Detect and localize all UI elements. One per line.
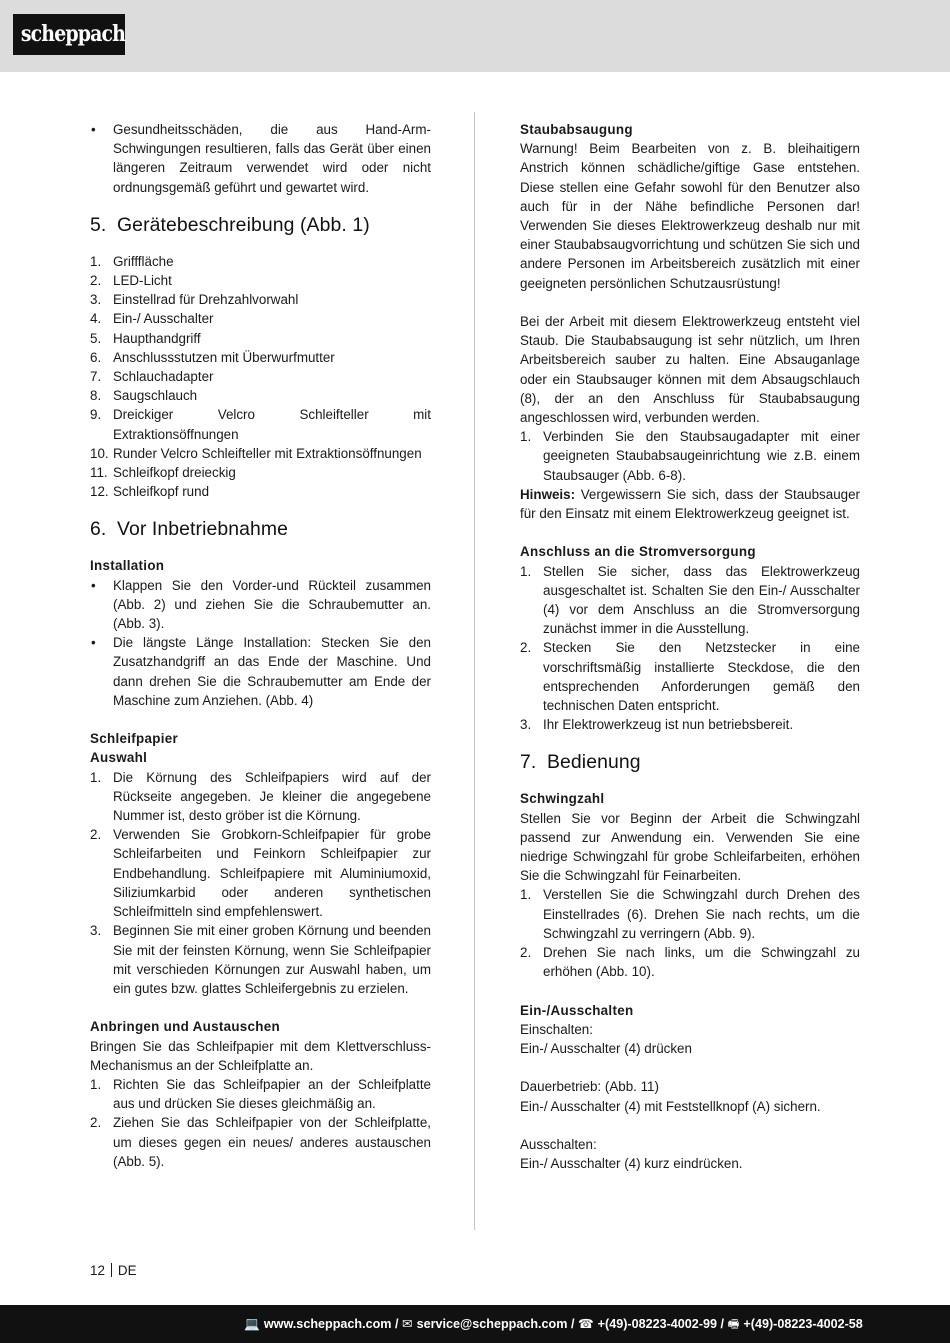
list-text: Einstellrad für Drehzahlvorwahl <box>113 292 299 308</box>
staubabsaugung-list <box>520 427 860 485</box>
list-text: Grifffläche <box>113 253 174 269</box>
list-number: 1. <box>90 253 102 269</box>
auswahl-subheading: Auswahl <box>90 750 148 766</box>
computer-icon: 💻 <box>244 1317 260 1331</box>
column-divider <box>474 112 475 1230</box>
list-item <box>90 1075 431 1113</box>
list-text: Schleifkopf rund <box>113 484 210 500</box>
list-number: 2. <box>520 640 532 656</box>
anbringen-intro: Bringen Sie das Schleifpapier mit dem Klettverschluss-Mechanismus an der Schleifplatte an. <box>90 1038 431 1073</box>
page-header <box>0 0 950 72</box>
list-item <box>90 768 431 826</box>
list-number: 7. <box>90 369 102 385</box>
list-text: Saugschlauch <box>113 388 198 404</box>
schwingzahl-heading: Schwingzahl <box>520 791 605 807</box>
list-item <box>90 271 431 290</box>
left-column <box>90 120 431 1171</box>
list-item <box>90 290 431 309</box>
list-number: 1. <box>520 429 532 445</box>
list-text: Beginnen Sie mit einer groben Körnung und beenden Sie mit der feinsten Körnung, wenn Sie Schleifpapier mit verschieden Körnungen zur Auswahl haben, um ein gutes bzw. glattes Schleifergebnis zu erzielen. <box>113 923 431 996</box>
list-number: 10. <box>90 445 109 461</box>
list-item <box>90 463 431 482</box>
anschluss-heading: Anschluss an die Stromversorgung <box>520 544 756 560</box>
phone-icon: ☎ <box>577 1317 594 1331</box>
hinweis-note: Hinweis: Vergewissern Sie sich, dass der Staubsauger für den Einsatz mit einem Elektrowerkzeug geeignet ist. <box>520 486 860 522</box>
list-item <box>520 562 860 639</box>
list-number: 3. <box>90 923 102 939</box>
einschalten-label: Einschalten: <box>520 1021 593 1037</box>
list-item <box>90 329 431 348</box>
staubabsaugung-warning: Warnung! Beim Bearbeiten von z. B. bleihaitigern Anstrich können schädliche/giftige Gase entstehen. Diese stellen eine Gefahr sowohl für den Benutzer also auch für in der Nähe befindliche Personen dar! Verwenden Sie dieses Elektrowerkzeug deshalb nur mit einer Staubabsaugvorrichtung und schützen Sie sich und andere Personen im Arbeitsbereich zusätzlich mit einer geeigneten persönlichen Schutzausrüstung! <box>520 141 860 291</box>
anbringen-list <box>90 1075 431 1171</box>
list-text: Ziehen Sie das Schleifpapier von der Schleifplatte, um dieses gegen ein neues/ anderes austauschen (Abb. 5). <box>113 1115 431 1169</box>
list-number: 12. <box>90 484 109 500</box>
auswahl-list <box>90 768 431 998</box>
email-link[interactable]: service@scheppach.com / <box>416 1317 575 1331</box>
list-number: 2. <box>90 273 102 289</box>
einaus-heading: Ein-/Ausschalten <box>520 1002 634 1018</box>
list-number: 11. <box>90 465 108 481</box>
section-6-heading: 6. Vor Inbetriebnahme <box>90 518 289 541</box>
list-number: 1. <box>520 887 532 903</box>
list-text: Die Körnung des Schleifpapiers wird auf der Rückseite angegeben. Je kleiner die angegebene Nummer ist, desto gröber ist die Körnung. <box>113 769 431 824</box>
intro-bullet-list <box>90 120 431 197</box>
schwingzahl-intro: Stellen Sie vor Beginn der Arbeit die Schwingzahl passend zur Anwendung ein. Verwenden Sie eine niedrige Schwingzahl für grobe Schleifarbeiten, erhöhen Sie die Schwingzahl für Feinarbeiten. <box>520 810 860 884</box>
fax-icon: 🖷 <box>727 1317 740 1331</box>
list-item <box>520 715 860 734</box>
list-text: Schlauchadapter <box>113 369 214 385</box>
fax-number: +(49)-08223-4002-58 <box>743 1317 863 1331</box>
phone-number: +(49)-08223-4002-99 / <box>597 1317 725 1331</box>
list-text: LED-Licht <box>113 273 172 289</box>
list-text: Verbinden Sie den Staubsaugadapter mit einer geeigneten Staubabsaugeinrichtung wie z.B. einem Staubsauger (Abb. 6-8). <box>543 429 860 483</box>
list-item <box>90 386 431 405</box>
list-text: Richten Sie das Schleifpapier an der Schleifplatte aus und drücken Sie dieses gleichmäßig an. <box>113 1076 431 1112</box>
list-item <box>90 405 431 443</box>
list-text: Anschlussstutzen mit Überwurfmutter <box>113 349 335 365</box>
list-number: 6. <box>90 349 102 365</box>
list-item <box>90 367 431 386</box>
list-item <box>90 309 431 328</box>
ausschalten-label: Ausschalten: <box>520 1137 597 1153</box>
schwingzahl-list <box>520 885 860 981</box>
list-text: Dreickiger Velcro Schleifteller mit Extraktionsöffnungen <box>113 407 431 442</box>
list-text: Stellen Sie sicher, dass das Elektrowerkzeug ausgeschaltet ist. Schalten Sie den Ein-/ Ausschalter (4) vor dem Anschluss an die Stromversorgung zunächst immer in die Ausstellung. <box>543 563 860 637</box>
list-text: Ein-/ Ausschalter <box>113 311 214 327</box>
list-item: • Gesundheitsschäden, die aus Hand-Arm- Schwingungen resultieren, falls das Gerät über einen längeren Zeitraum verwendet wird oder nicht ordnungsgemäß geführt und gewartet wird. <box>91 122 431 195</box>
list-text: Stecken Sie den Netzstecker in eine vorschriftsmäßig installierte Steckdose, die den entsprechenden Anforderungen gemäß den technischen Daten entspricht. <box>543 640 860 714</box>
scheppach-logo <box>13 14 125 55</box>
dauerbetrieb-text: Ein-/ Ausschalter (4) mit Feststellknopf (A) sichern. <box>520 1098 821 1114</box>
list-number: 5. <box>90 330 102 346</box>
section-5-heading: 5. Gerätebeschreibung (Abb. 1) <box>90 213 370 236</box>
list-number: 1. <box>90 1076 102 1092</box>
list-number: 1. <box>520 563 532 579</box>
list-item <box>90 348 431 367</box>
schleifpapier-heading: Schleifpapier <box>90 731 178 747</box>
list-item <box>520 638 860 715</box>
list-text: Haupthandgriff <box>113 330 201 346</box>
list-number: 2. <box>90 1115 102 1131</box>
contact-line <box>0 1315 950 1333</box>
einschalten-text: Ein-/ Ausschalter (4) drücken <box>520 1041 692 1057</box>
list-text: Runder Velcro Schleifteller mit Extraktionsöffnungen <box>113 445 422 461</box>
list-item <box>90 444 431 463</box>
list-number: 3. <box>520 717 532 733</box>
ausschalten-text: Ein-/ Ausschalter (4) kurz eindrücken. <box>520 1156 743 1172</box>
list-item <box>90 1113 431 1171</box>
website-link[interactable]: www.scheppach.com / <box>263 1317 399 1331</box>
anschluss-list <box>520 562 860 735</box>
list-number: 8. <box>90 388 102 404</box>
section-7-heading: 7. Bedienung <box>520 751 641 774</box>
contact-footer <box>0 1305 950 1343</box>
anbringen-heading: Anbringen und Austauschen <box>90 1019 281 1035</box>
list-item <box>90 482 431 501</box>
list-item: • Klappen Sie den Vorder-und Rückteil zusammen (Abb. 2) und ziehen Sie die Schraubemutter an. (Abb. 3). <box>91 577 431 632</box>
list-item: • Die längste Länge Installation: Stecken Sie den Zusatzhandgriff an das Ende der Maschine. Und dann drehen Sie die Schraubemutter am Ende der Maschine zum Anziehen. (Abb. 4) <box>91 635 431 708</box>
device-parts-list <box>90 252 431 502</box>
logo-text: scheppach <box>20 21 126 47</box>
dauerbetrieb-label: Dauerbetrieb: (Abb. 11) <box>520 1079 659 1095</box>
staubabsaugung-paragraph: Bei der Arbeit mit diesem Elektrowerkzeug entsteht viel Staub. Die Staubabsaugung ist sehr nützlich, um Ihren Arbeitsbereich sauber zu halten. Eine Absauganlage oder ein Staubsauger können mit dem Absaugschlauch (8), der an den Anschluss für Staubabsaugung angeschlossen wird, verbunden werden. <box>520 314 860 426</box>
list-text: Ihr Elektrowerkzeug ist nun betriebsbereit. <box>543 717 794 733</box>
mail-icon: ✉ <box>402 1317 413 1331</box>
list-text: Verstellen Sie die Schwingzahl durch Drehen des Einstellrades (6). Drehen Sie nach rechts, um die Schwingzahl zu verringern (Abb. 9). <box>543 887 860 941</box>
list-number: 2. <box>90 827 102 843</box>
list-item <box>520 943 860 981</box>
list-item <box>520 885 860 943</box>
list-text: Schleifkopf dreieckig <box>113 465 236 481</box>
right-column <box>520 120 860 1173</box>
list-item <box>90 825 431 921</box>
list-number: 4. <box>90 311 102 327</box>
page-number: 12 DE <box>90 1263 137 1278</box>
installation-list <box>90 576 431 710</box>
list-text: Drehen Sie nach links, um die Schwingzahl zu erhöhen (Abb. 10). <box>543 945 860 980</box>
list-item <box>520 427 860 485</box>
staubabsaugung-heading: Staubabsaugung <box>520 122 633 137</box>
list-number: 9. <box>90 407 102 423</box>
installation-heading: Installation <box>90 558 165 574</box>
list-item <box>90 921 431 998</box>
list-item <box>90 252 431 271</box>
list-number: 1. <box>90 769 102 785</box>
list-number: 2. <box>520 945 532 961</box>
list-number: 3. <box>90 292 102 308</box>
list-text: Verwenden Sie Grobkorn-Schleifpapier für grobe Schleifarbeiten und Feinkorn Schleifpapier zur Endbehandlung. Schleifpapiere mit Aluminiumoxid, Siliziumkarbid oder anderen synthetischen Schleifmitteln sind empfehlenswert. <box>113 827 431 920</box>
